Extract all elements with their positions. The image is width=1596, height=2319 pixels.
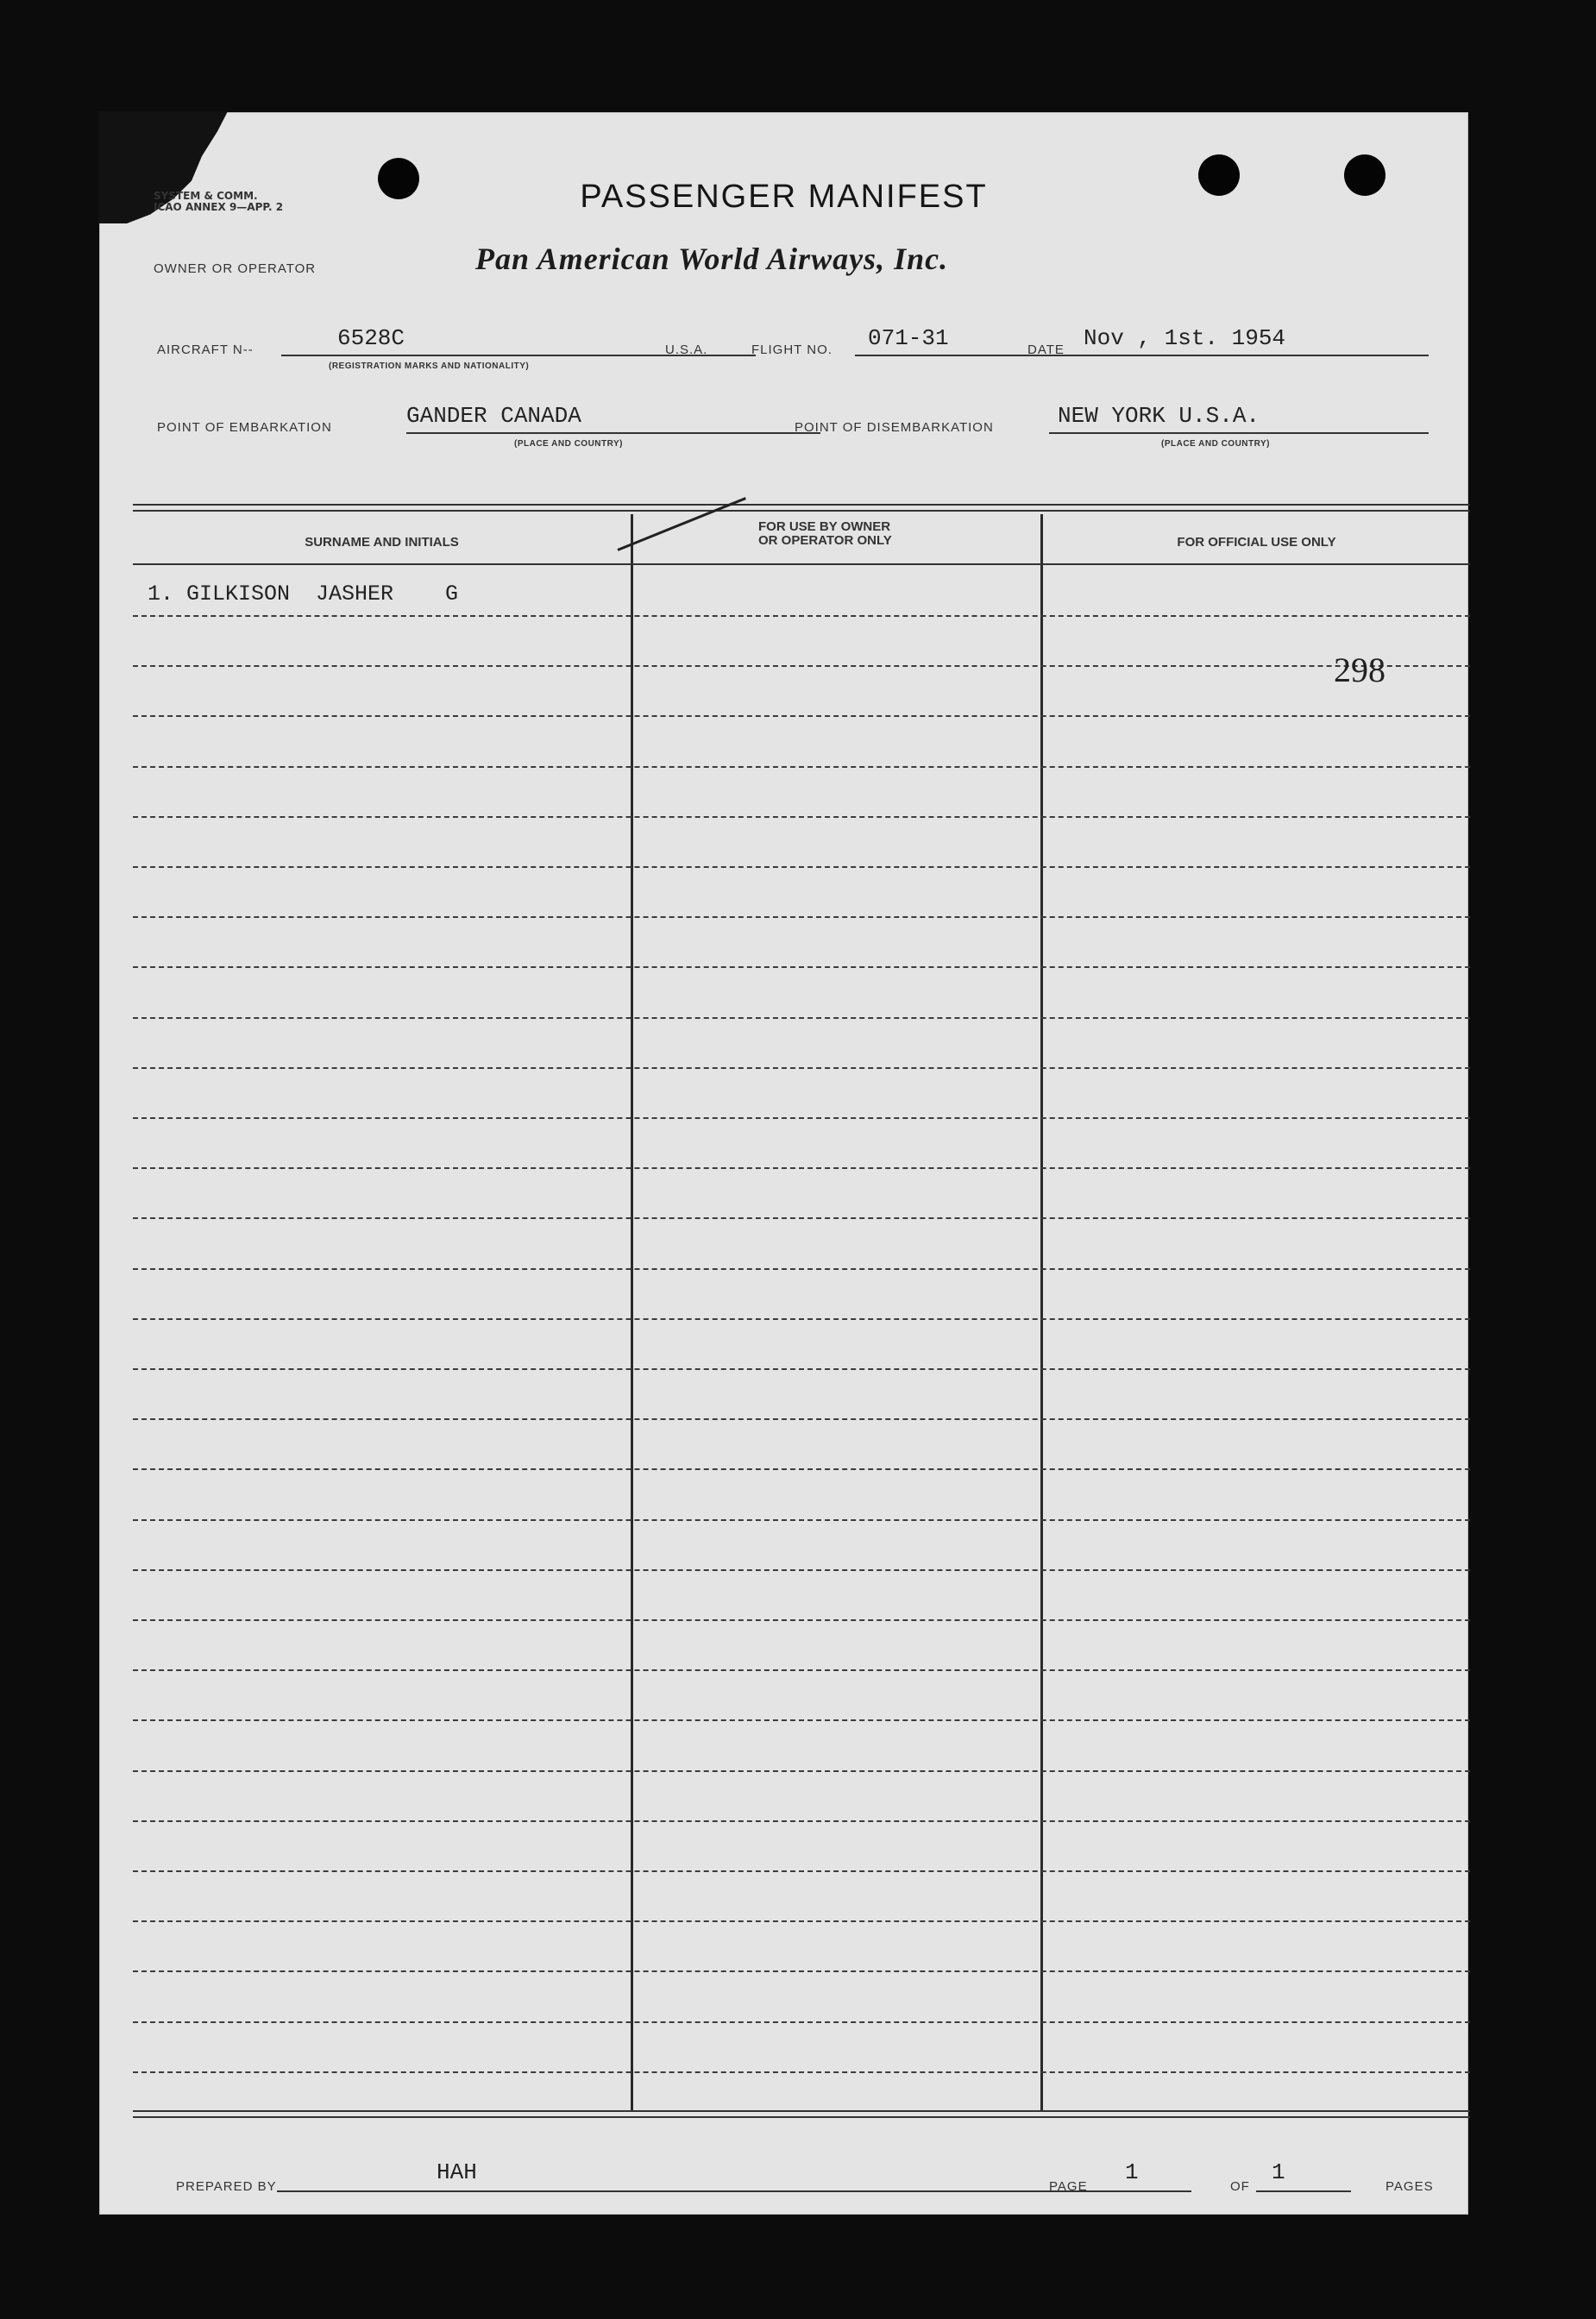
- page-underline: [1096, 2190, 1191, 2192]
- of-value: 1: [1272, 2159, 1285, 2185]
- table-row: [100, 1470, 1467, 1520]
- embarkation-label: POINT OF EMBARKATION: [157, 420, 332, 435]
- disembarkation-value: NEW YORK U.S.A.: [1058, 403, 1260, 429]
- prepared-underline: [277, 2190, 1140, 2192]
- column-header-name: SURNAME AND INITIALS: [305, 535, 459, 550]
- table-row: [100, 566, 1467, 616]
- column-header-owner: FOR USE BY OWNER OR OPERATOR ONLY: [758, 519, 892, 548]
- passenger-entry: 1. GILKISON JASHER G: [148, 581, 459, 606]
- header-rule: [133, 563, 1470, 565]
- date-label: DATE: [1027, 343, 1065, 357]
- aircraft-caption: (REGISTRATION MARKS AND NATIONALITY): [329, 361, 530, 371]
- table-row: [100, 1871, 1467, 1921]
- column-header-official: FOR OFFICIAL USE ONLY: [1177, 535, 1336, 550]
- flight-value: 071-31: [868, 325, 949, 351]
- table-row: [100, 1118, 1467, 1168]
- table-row: [100, 767, 1467, 817]
- row-rule: [133, 2071, 1470, 2073]
- table-row: [100, 1369, 1467, 1419]
- date-underline: [1075, 355, 1429, 356]
- table-row: [100, 1721, 1467, 1771]
- page-value: 1: [1125, 2159, 1139, 2185]
- table-row: [100, 1771, 1467, 1821]
- table-top-rule: [133, 504, 1470, 506]
- prepared-by-label: PREPARED BY: [176, 2179, 277, 2194]
- table-row: [100, 1620, 1467, 1670]
- table-bottom-rule: [133, 2110, 1470, 2112]
- table-row: [100, 1419, 1467, 1469]
- aircraft-value: 6528C: [337, 325, 405, 351]
- table-bottom-rule-2: [133, 2116, 1470, 2118]
- date-value: Nov , 1st. 1954: [1084, 325, 1286, 351]
- nationality-label: U.S.A.: [665, 343, 708, 357]
- table-row: [100, 968, 1467, 1018]
- table-row: [100, 1018, 1467, 1068]
- of-label: OF: [1230, 2179, 1250, 2194]
- table-row: [100, 717, 1467, 767]
- of-underline: [1256, 2190, 1351, 2192]
- table-row: [100, 666, 1467, 716]
- form-reference: SYSTEM & COMM. ICAO ANNEX 9—APP. 2: [154, 190, 284, 213]
- aircraft-label: AIRCRAFT N--: [157, 343, 254, 357]
- embarkation-value: GANDER CANADA: [406, 403, 581, 429]
- manifest-page: [99, 112, 1468, 2215]
- owner-label: OWNER OR OPERATOR: [154, 261, 317, 276]
- embarkation-caption: (PLACE AND COUNTRY): [514, 439, 623, 449]
- table-row: [100, 1068, 1467, 1118]
- pages-label: PAGES: [1386, 2179, 1434, 2194]
- page-title: PASSENGER MANIFEST: [580, 179, 988, 215]
- embarkation-underline: [406, 432, 820, 434]
- table-row: [100, 1269, 1467, 1319]
- table-row: [100, 1921, 1467, 1971]
- official-number: 298: [1334, 650, 1386, 689]
- operator-name: Pan American World Airways, Inc.: [475, 242, 949, 276]
- table-row: [100, 1168, 1467, 1218]
- table-row: [100, 867, 1467, 917]
- flight-label: FLIGHT NO.: [751, 343, 833, 357]
- table-row: [100, 1520, 1467, 1570]
- disembarkation-label: POINT OF DISEMBARKATION: [795, 420, 994, 435]
- table-row: [100, 1319, 1467, 1369]
- table-row: [100, 1670, 1467, 1720]
- table-row: [100, 817, 1467, 867]
- disembarkation-caption: (PLACE AND COUNTRY): [1161, 439, 1270, 449]
- table-row: [100, 1570, 1467, 1620]
- table-row: [100, 1219, 1467, 1269]
- table-row: [100, 1821, 1467, 1871]
- table-row: [100, 2022, 1467, 2072]
- table-row: [100, 1972, 1467, 2022]
- page-label: PAGE: [1049, 2179, 1088, 2194]
- table-row: [100, 616, 1467, 666]
- prepared-by-value: HAH: [437, 2159, 477, 2185]
- table-row: [100, 917, 1467, 967]
- disembarkation-underline: [1049, 432, 1429, 434]
- table-top-rule-2: [133, 510, 1470, 512]
